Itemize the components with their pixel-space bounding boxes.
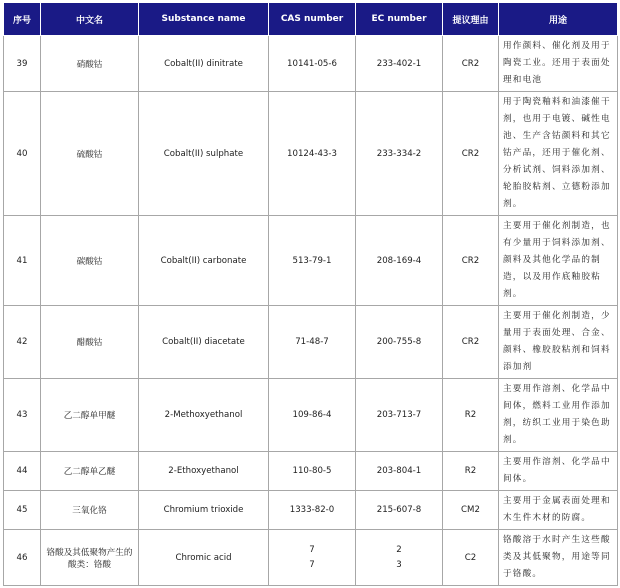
use-description-cell: 用作颜料、催化剂及用于陶瓷工业。还用于表面处理和电池 xyxy=(499,36,618,92)
use-description-cell: 用于陶瓷釉料和油漆催干剂，也用于电镀、碱性电池、生产含钴颜料和其它钴产品，还用于催化剂、分析试剂、饲料添加剂、轮胎胶粘剂、立德粉添加剂。 xyxy=(499,92,618,216)
col-use-header: 用途 xyxy=(499,3,618,36)
proposal-reason-cell: R2 xyxy=(443,379,499,452)
use-description-cell: 主要用于金属表面处理和木生件木材的防腐。 xyxy=(499,491,618,530)
proposal-reason-cell: C2 xyxy=(443,530,499,586)
cas-number-cell: 513-79-1 xyxy=(269,216,356,306)
chinese-name-cell: 硫酸钴 xyxy=(41,92,139,216)
header-row xyxy=(4,3,618,36)
proposal-reason-cell: CR2 xyxy=(443,306,499,379)
row-number-cell: 39 xyxy=(4,36,41,92)
table-row xyxy=(4,379,618,452)
col-substance-name-header: Substance name xyxy=(139,3,269,36)
use-description-cell: 主要用作溶剂、化学品中间体，燃料工业用作添加剂，纺织工业用于染色助剂。 xyxy=(499,379,618,452)
cas-number-cell: 1333-82-0 xyxy=(269,491,356,530)
row-number-cell: 43 xyxy=(4,379,41,452)
use-description-cell: 铬酸溶于水时产生这些酸类及其低聚物，用途等同于铬酸。 xyxy=(499,530,618,586)
cas-number-cell xyxy=(269,530,356,586)
ec-number-cell: 233-334-2 xyxy=(356,92,443,216)
substance-name-cell: Cobalt(II) dinitrate xyxy=(139,36,269,92)
row-number-cell: 45 xyxy=(4,491,41,530)
row-number-cell: 42 xyxy=(4,306,41,379)
table-row xyxy=(4,530,618,586)
ec-number-cell xyxy=(356,530,443,586)
table-row xyxy=(4,306,618,379)
row-number-cell: 46 xyxy=(4,530,41,586)
row-number-cell: 40 xyxy=(4,92,41,216)
ec-number-cell: 203-804-1 xyxy=(356,452,443,491)
cas-number-line: 7 xyxy=(309,559,315,570)
chinese-name-cell: 硝酸钴 xyxy=(41,36,139,92)
table-row xyxy=(4,491,618,530)
ec-number-cell: 200-755-8 xyxy=(356,306,443,379)
proposal-reason-cell: CR2 xyxy=(443,216,499,306)
chinese-name-cell: 乙二醇单乙醚 xyxy=(41,452,139,491)
chinese-name-cell: 乙二醇单甲醚 xyxy=(41,379,139,452)
substance-name-cell: Chromium trioxide xyxy=(139,491,269,530)
cas-number-cell: 10141-05-6 xyxy=(269,36,356,92)
ec-number-cell: 215-607-8 xyxy=(356,491,443,530)
cas-number-cell: 109-86-4 xyxy=(269,379,356,452)
chinese-name-cell: 铬酸及其低聚物产生的酸类：铬酸 xyxy=(41,530,139,586)
proposal-reason-cell: CR2 xyxy=(443,36,499,92)
substance-name-cell: Cobalt(II) sulphate xyxy=(139,92,269,216)
substance-table xyxy=(3,2,618,586)
col-no-header: 序号 xyxy=(4,3,41,36)
cas-number-line: 7 xyxy=(309,544,315,555)
ec-number-cell: 208-169-4 xyxy=(356,216,443,306)
proposal-reason-cell: R2 xyxy=(443,452,499,491)
substance-name-cell: 2-Ethoxyethanol xyxy=(139,452,269,491)
substance-name-cell: Cobalt(II) carbonate xyxy=(139,216,269,306)
use-description-cell: 主要用于催化剂制造，少量用于表面处理、合金、颜料、橡胶胶粘剂和饲料添加剂 xyxy=(499,306,618,379)
cas-number-cell: 71-48-7 xyxy=(269,306,356,379)
substance-name-cell: Chromic acid xyxy=(139,530,269,586)
ec-number-cell: 233-402-1 xyxy=(356,36,443,92)
col-cas-number-header: CAS number xyxy=(269,3,356,36)
table-row xyxy=(4,216,618,306)
substance-name-cell: Cobalt(II) diacetate xyxy=(139,306,269,379)
ec-number-line: 3 xyxy=(396,559,402,570)
table-row xyxy=(4,452,618,491)
row-number-cell: 44 xyxy=(4,452,41,491)
cas-number-cell: 110-80-5 xyxy=(269,452,356,491)
chinese-name-cell: 三氧化铬 xyxy=(41,491,139,530)
col-ec-number-header: EC number xyxy=(356,3,443,36)
proposal-reason-cell: CM2 xyxy=(443,491,499,530)
col-reason-header: 提议理由 xyxy=(443,3,499,36)
chinese-name-cell: 醋酸钴 xyxy=(41,306,139,379)
table-header xyxy=(4,3,618,36)
chinese-name-cell: 碳酸钴 xyxy=(41,216,139,306)
table-row xyxy=(4,92,618,216)
use-description-cell: 主要用作溶剂、化学品中间体。 xyxy=(499,452,618,491)
ec-number-line: 2 xyxy=(396,544,402,555)
substance-name-cell: 2-Methoxyethanol xyxy=(139,379,269,452)
col-chinese-name-header: 中文名 xyxy=(41,3,139,36)
row-number-cell: 41 xyxy=(4,216,41,306)
ec-number-cell: 203-713-7 xyxy=(356,379,443,452)
use-description-cell: 主要用于催化剂制造，也有少量用于饲料添加剂、颜料及其他化学品的制造，以及用作底釉胶粘剂。 xyxy=(499,216,618,306)
cas-number-cell: 10124-43-3 xyxy=(269,92,356,216)
table-body xyxy=(4,36,618,586)
proposal-reason-cell: CR2 xyxy=(443,92,499,216)
table-row xyxy=(4,36,618,92)
